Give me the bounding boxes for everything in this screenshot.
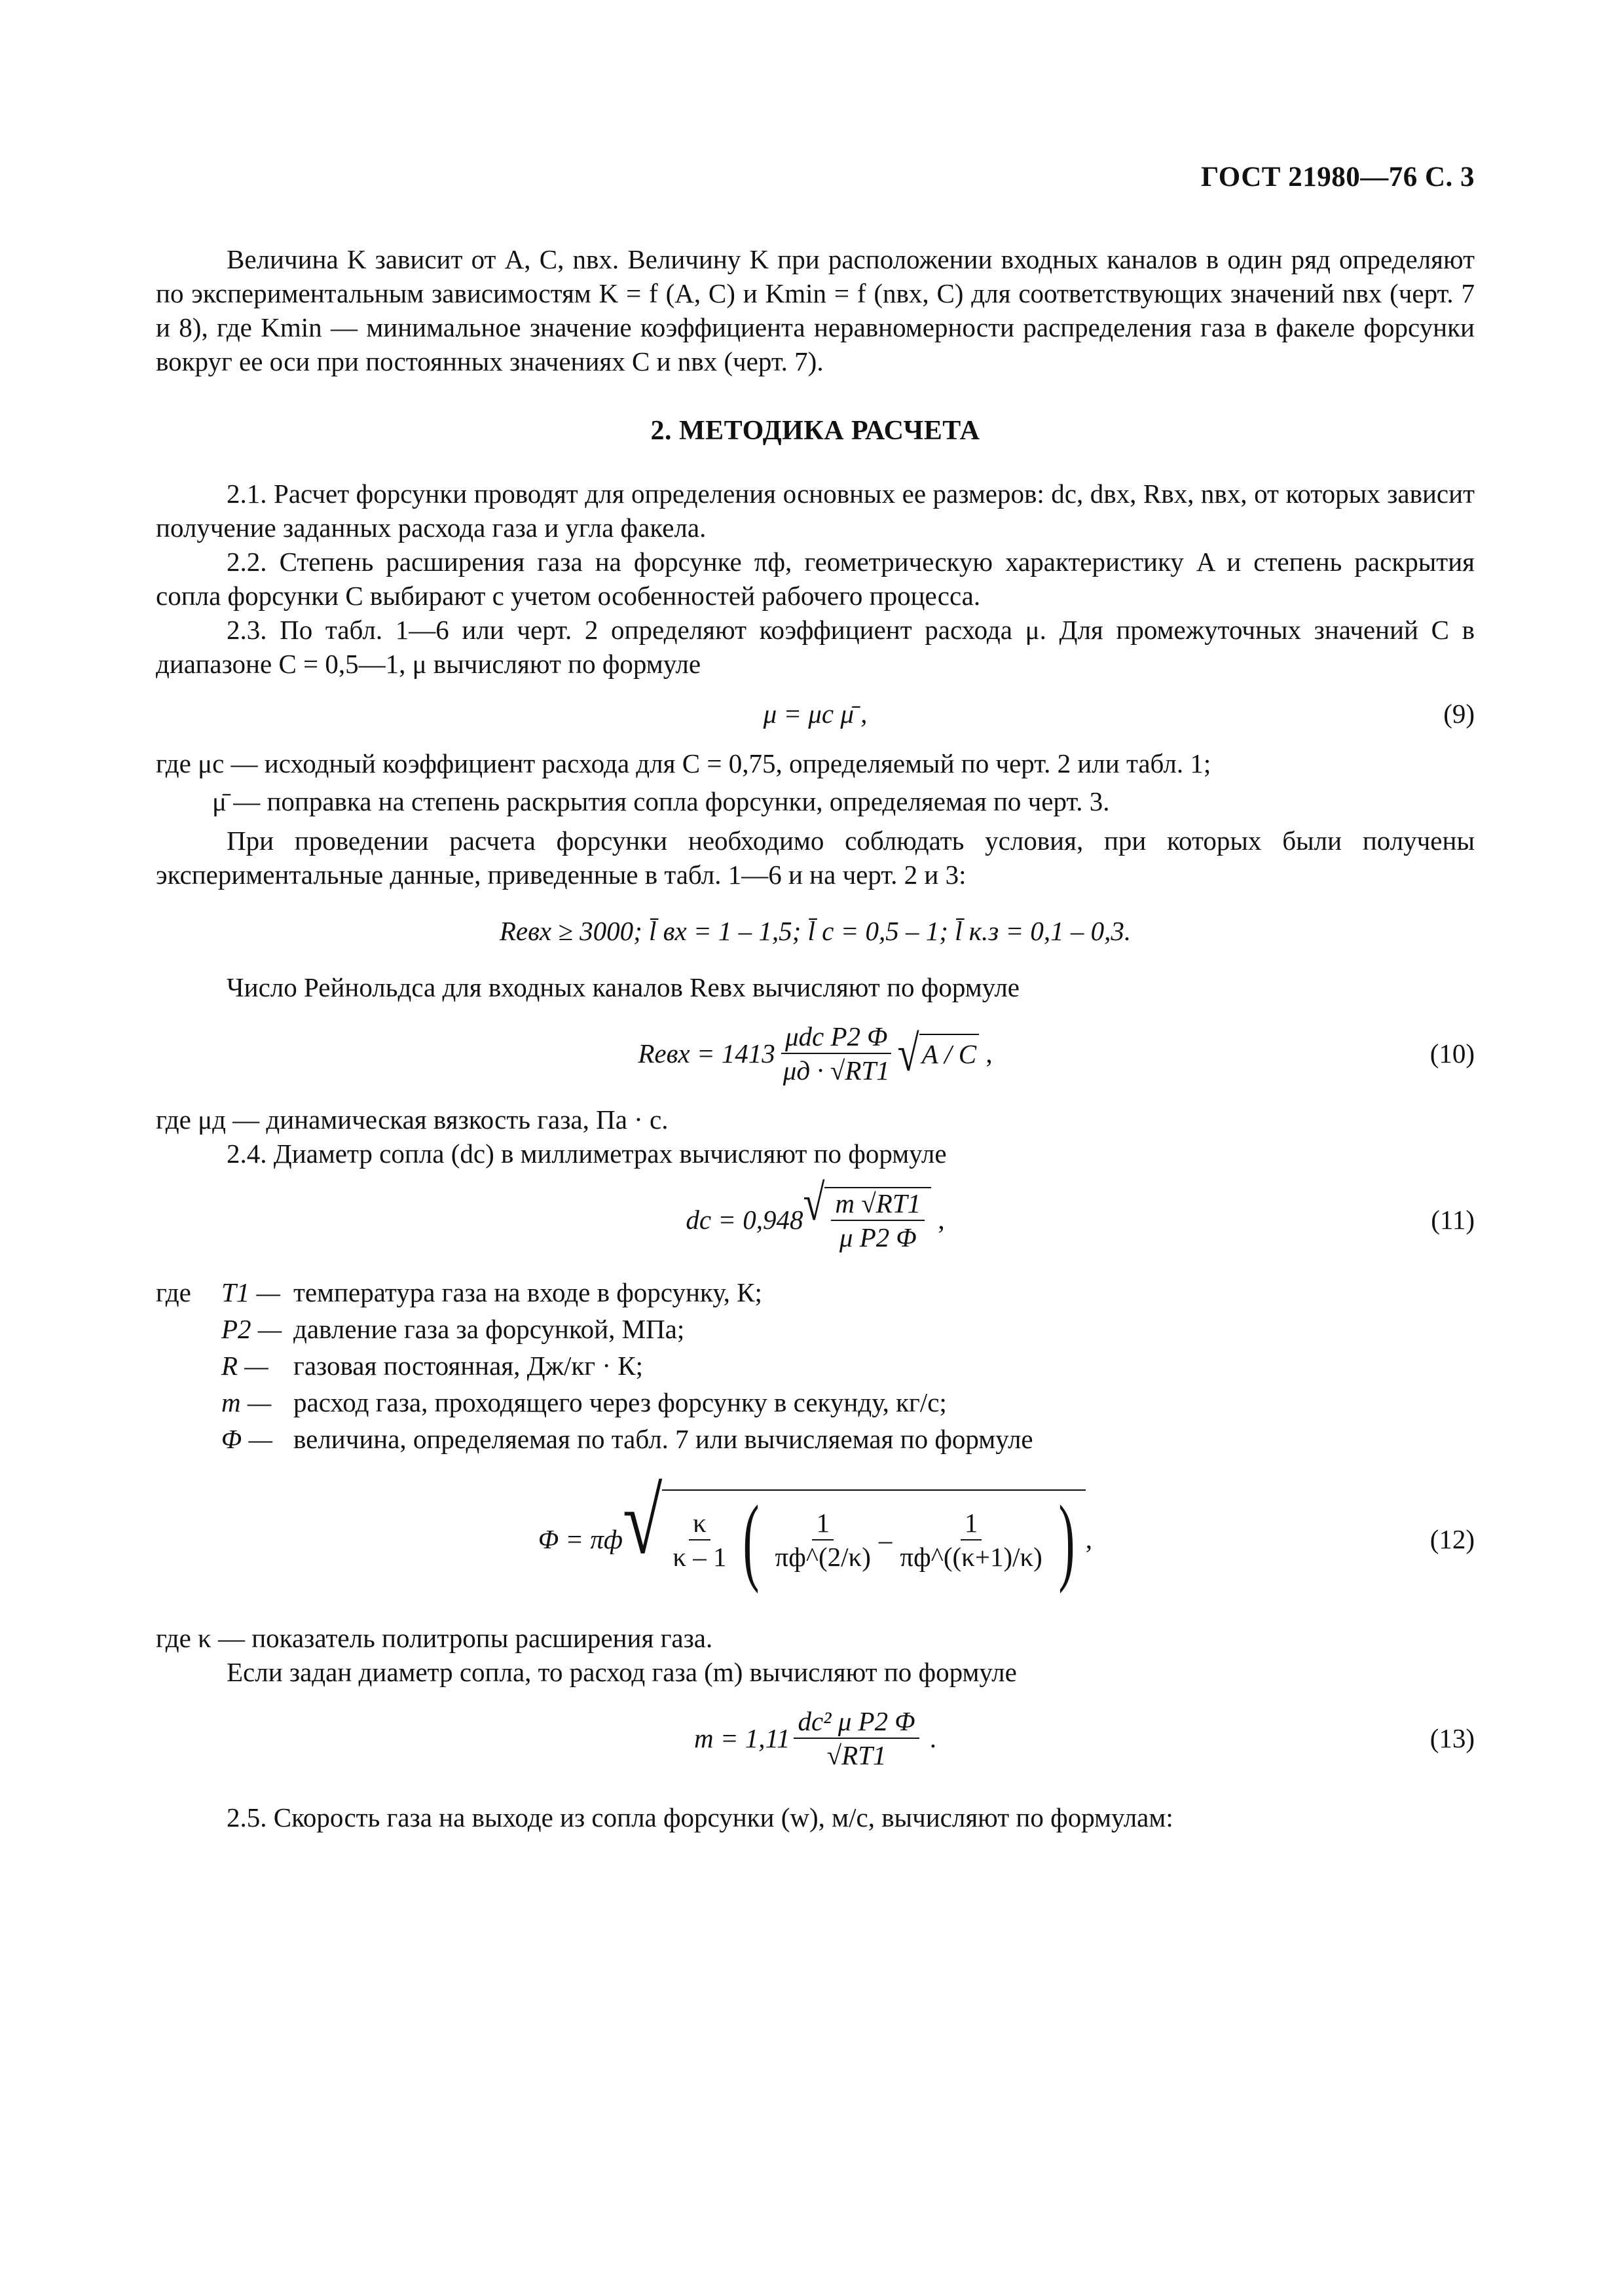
left-paren-icon: ( [743,1485,760,1594]
formula-13-fraction [794,1706,919,1770]
formula-11: dс = 0,948 √ $\frac{m √RT1}{\text{μ P2 Φ}}$ , (11) [156,1171,1475,1269]
where-symbol: R — [221,1351,268,1381]
where-item [156,1421,1475,1457]
formula-12-term1 [771,1508,875,1572]
formula-12-kappa-num: κ [689,1508,710,1540]
formula-12-kappa-fraction [669,1508,730,1572]
right-paren-icon: ) [1058,1485,1075,1594]
formula-11-lhs: dс = 0,948 [686,1205,803,1235]
where-mu-bar: μ̄ — поправка на степень раскрытия сопла форсунки, определяемая по черт. 3. [212,786,1110,816]
formula-9-expr: μ = μс μ̄ , [763,699,868,729]
formula-12-term1-den: πф^(2/κ) [775,1542,871,1572]
formula-12-term2-num: 1 [961,1508,982,1540]
formula-12-term1-num: 1 [812,1508,834,1540]
formula-12: Φ = πф √ $\frac{\kappa}{\kappa - 1}$ ( $\frac{1}{\pi ф\^{}(2/\kappa)}$ – $\frac{1}{\pi ф\^{}((\kappa+1)/\kappa)}$ ) , (12) [156,1457,1475,1621]
where-item [156,1347,1475,1384]
formula-13-number: (13) [1429,1723,1475,1753]
formula-11-number: (11) [1431,1205,1475,1235]
paragraph-reynolds: Число Рейнольдса для входных каналов Reвх вычисляют по формуле [227,972,1020,1002]
where-lead [156,1311,221,1347]
formula-10-number: (10) [1429,1038,1475,1068]
where-list [156,1274,1475,1457]
where-item [156,1384,1475,1421]
formula-11-root-content [824,1187,931,1252]
where-item [156,1311,1475,1347]
radical-sign-icon: √ [897,1025,919,1082]
paragraph-2-4: 2.4. Диаметр сопла (dс) в миллиметрах вычисляют по формуле [227,1139,947,1169]
formula-10: Reвх = 1413 $\frac{\text{μdс P2 Φ}}{\mu д \cdot √RT1}$ √ A / C , (10) [638,1021,1475,1085]
section-title: 2. МЕТОДИКА РАСЧЕТА [650,416,980,446]
formula-11-denominator: μ P2 Φ [839,1222,917,1252]
formula-12-root-content: $\frac{\kappa}{\kappa - 1}$ ( $\frac{1}{\pi ф\^{}(2/\kappa)}$ – $\frac{1}{\pi ф\^{}((\kappa+1)/\kappa)}$ ) [662,1489,1085,1589]
formula-10-fraction [779,1021,894,1085]
where-symbol: P2 — [221,1314,282,1344]
document-body [156,151,1475,1834]
formula-12-term2-den: πф^((κ+1)/κ) [900,1542,1042,1572]
where-kappa: где κ — показатель политропы расширения газа. [156,1623,713,1653]
where-text: расход газа, проходящего через форсунку в секунду, кг/с; [293,1387,947,1417]
where-symbol: Φ — [221,1424,272,1454]
page-header: ГОСТ 21980—76 С. 3 [1200,162,1475,192]
formula-13-numerator: dс² μ P2 Φ [794,1706,919,1739]
formula-10-root-content: A / C [919,1034,980,1073]
conditions-formula [156,892,1475,970]
formula-13-denominator: √RT1 [826,1740,887,1770]
formula-11-numerator: m √RT1 [831,1188,925,1221]
where-text: величина, определяемая по табл. 7 или вычисляемая по формуле [293,1424,1033,1454]
conditions-expr: Reвх ≥ 3000; l̄ вх = 1 – 1,5; l̄ с = 0,5 – 1; l̄ к.з = 0,1 – 0,3. [499,916,1132,946]
formula-11-fraction [831,1188,925,1252]
formula-10-denominator: μд · √RT1 [783,1055,890,1085]
formula-13: m = 1,11 $\frac{\text{dс² μ P2 Φ}}{√RT1}$ . (13) [693,1706,1475,1770]
where-symbol: m — [221,1387,272,1417]
formula-12-kappa-den: κ – 1 [673,1542,727,1572]
formula-12-root [623,1469,1086,1594]
where-text: давление газа за форсункой, МПа; [293,1314,685,1344]
formula-12-number: (12) [1429,1524,1475,1554]
formula-10-lhs: Reвх = 1413 [638,1038,775,1068]
paragraph-2-2: 2.2. Степень расширения газа на форсунке πф, геометрическую характеристику A и степень раскрытия сопла форсунки C выбирают с учетом особенностей рабочего процесса. [156,547,1475,611]
formula-12-lhs: Φ = πф [538,1524,623,1554]
formula-12-term2 [896,1508,1046,1572]
paragraph-k-dependence: Величина K зависит от A, C, nвх. Величину K при расположении входных каналов в один ряд определяют по экспериментальным зависимостям K = f (A, C) и Kmin = f (nвх, C) для соответствующих значений nвх (черт. 7 и 8), где Kmin — минимальное значение коэффициента неравномерности распределения газа в факеле форсунки вокруг ее оси при постоянных значениях C и nвх (черт. 7). [156,244,1475,376]
where-mu-c: где μс — исходный коэффициент расхода для C = 0,75, определяемый по черт. 2 или табл. 1; [156,748,1211,778]
formula-13-lhs: m = 1,11 [693,1723,790,1753]
radical-sign-icon: √ [803,1175,825,1231]
formula-11-root [803,1175,931,1252]
where-lead [156,1421,221,1457]
radical-sign-icon: √ [623,1469,663,1573]
where-text: температура газа на входе в форсунку, К; [293,1277,762,1307]
paragraph-mass-flow: Если задан диаметр сопла, то расход газа (m) вычисляют по формуле [227,1657,1017,1687]
formula-9-number: (9) [1443,699,1475,729]
paragraph-conditions: При проведении расчета форсунки необходимо соблюдать условия, при которых были получены экспериментальные данные, приведенные в табл. 1—6 и на черт. 2 и 3: [156,826,1475,890]
paragraph-2-1: 2.1. Расчет форсунки проводят для определения основных ее размеров: dс, dвх, Rвх, nвх, от которых зависит получение заданных расхода газа и угла факела. [156,479,1475,543]
where-mu-d: где μд — динамическая вязкость газа, Па · с. [156,1104,669,1135]
formula-10-root [897,1025,979,1082]
paragraph-2-3: 2.3. По табл. 1—6 или черт. 2 определяют коэффициент расхода μ. Для промежуточных значений C в диапазоне C = 0,5—1, μ вычисляют по формуле [156,615,1475,679]
where-symbol: T1 — [221,1277,281,1307]
where-item [156,1274,1475,1311]
where-text: газовая постоянная, Дж/кг · К; [293,1351,643,1381]
where-lead [156,1347,221,1384]
formula-10-numerator: μdс P2 Φ [781,1021,892,1054]
paragraph-2-5: 2.5. Скорость газа на выходе из сопла форсунки (w), м/с, вычисляют по формулам: [227,1802,1173,1832]
where-lead [156,1384,221,1421]
where-lead: где [156,1277,191,1307]
formula-9 [156,681,1475,746]
